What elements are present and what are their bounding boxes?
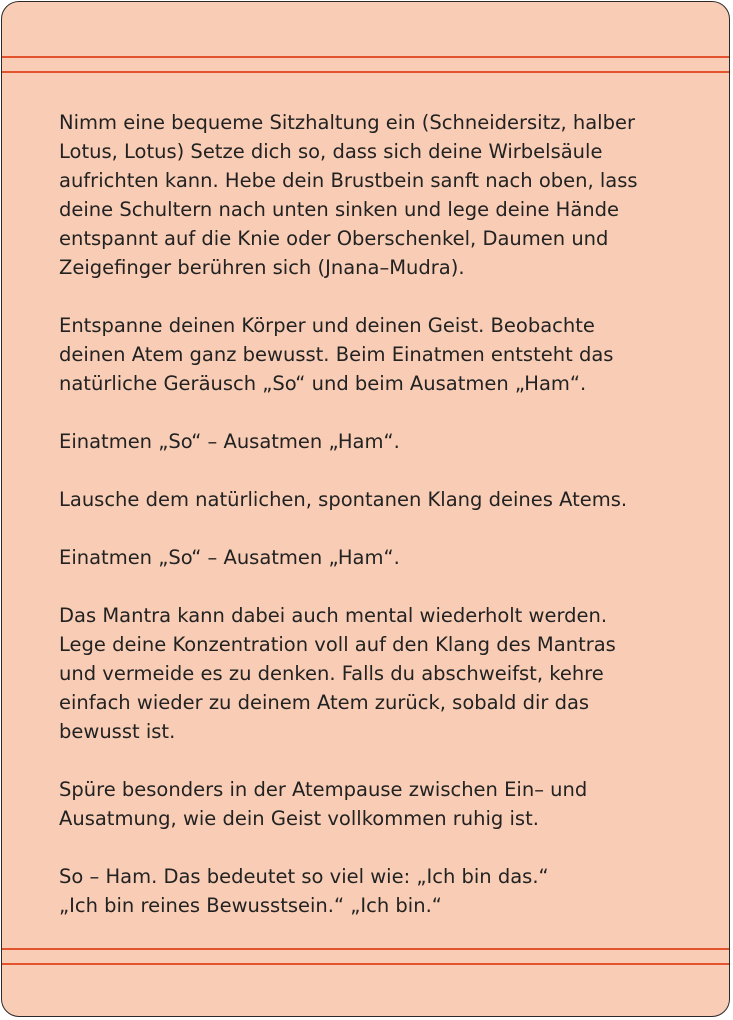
paragraph-inhale-exhale-1: Einatmen „So“ – Ausatmen „Ham“. [59, 430, 400, 453]
paragraph-so-ham-meaning: So – Ham. Das bedeutet so viel wie: „Ich bin das.“ „Ich bin reines Bewusstsein.“ „Ich bin.“ [59, 865, 549, 917]
meditation-card [1, 1, 730, 1017]
paragraph-inhale-exhale-2: Einatmen „So“ – Ausatmen „Ham“. [59, 546, 400, 569]
paragraph-breath-pause: Spüre besonders in der Atempause zwischen Ein– und Ausatmung, wie dein Geist vollkommen ruhig ist. [59, 778, 588, 830]
bottom-rule-line-2 [2, 963, 729, 965]
card-text-body [59, 108, 699, 920]
paragraph-listen: Lausche dem natürlichen, spontanen Klang deines Atems. [59, 488, 628, 511]
bottom-rule-line-1 [2, 948, 729, 950]
paragraph-mantra: Das Mantra kann dabei auch mental wiederholt werden. Lege deine Konzentration voll auf den Klang des Mantras und vermeide es zu denken. Falls du abschweifst, kehre einfach wieder zu deinem Atem zurück, sobald dir das bewusst ist. [59, 604, 616, 743]
paragraph-posture: Nimm eine bequeme Sitzhaltung ein (Schneidersitz, halber Lotus, Lotus) Setze dich so, dass sich deine Wirbelsäule aufrichten kann. Hebe dein Brustbein sanft nach oben, lass deine Schultern nach unten sinken und lege deine Hände entspannt auf die Knie oder Oberschenkel, Daumen und Zeigefinger berühren sich (Jnana–Mudra). [59, 111, 638, 279]
paragraph-relax-breath: Entspanne deinen Körper und deinen Geist. Beobachte deinen Atem ganz bewusst. Beim Einatmen entsteht das natürliche Geräusch „So“ und beim Ausatmen „Ham“. [59, 314, 614, 395]
top-rule-line-2 [2, 71, 729, 73]
top-rule-line-1 [2, 56, 729, 58]
